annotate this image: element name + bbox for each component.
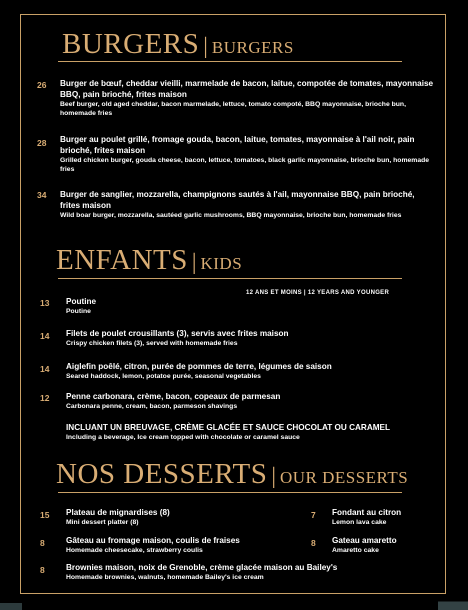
item-name-en: Wild boar burger, mozzarella, sautéed garlic mushrooms, BBQ mayonnaise, brioche bun, homemade fries <box>60 212 402 219</box>
desserts-heading <box>56 458 408 491</box>
item-name-fr: Burger au poulet grillé, fromage gouda, bacon, laitue, tomates, mayonnaise à l'ail noir, pain brioché, frites maison <box>60 135 415 155</box>
item-name-fr: Burger de bœuf, cheddar vieilli, marmelade de bacon, laitue, compotée de tomates, mayonnaise BBQ, pain brioché, frites maison <box>60 79 434 99</box>
background-corner-right <box>438 596 468 610</box>
item-price: 13 <box>40 298 50 308</box>
kids-title-en: KIDS <box>200 254 243 273</box>
title-separator: | <box>191 249 197 274</box>
menu-item <box>332 535 442 555</box>
menu-item <box>66 361 426 381</box>
title-separator: | <box>203 33 208 58</box>
item-name-fr: Gateau amaretto <box>332 536 397 545</box>
burgers-divider <box>58 61 402 62</box>
item-name-en: Carbonara penne, cream, bacon, parmeson shavings <box>66 403 238 410</box>
background-corner-left <box>0 596 22 610</box>
item-name-fr: Aiglefin poêlé, citron, purée de pommes de terre, légumes de saison <box>66 362 332 371</box>
item-name-en: Beef burger, old aged cheddar, bacon marmelade, lettuce, tomato compoté, BBQ mayonnaise, brioche bun, homemade fries <box>60 101 406 117</box>
item-name-en: Homemade brownies, walnuts, homemade Bailey's ice cream <box>66 574 264 581</box>
burgers-heading <box>62 28 294 61</box>
item-price: 28 <box>37 138 47 148</box>
kids-included-note <box>66 422 436 442</box>
menu-item <box>60 134 436 174</box>
item-name-fr: Brownies maison, noix de Grenoble, crème glacée maison au Bailey's <box>66 563 338 572</box>
item-price: 15 <box>40 510 50 520</box>
item-price: 7 <box>311 510 316 520</box>
item-price: 26 <box>37 80 47 90</box>
item-price: 8 <box>40 565 45 575</box>
menu-item <box>60 189 436 220</box>
menu-item <box>66 391 426 411</box>
kids-divider <box>58 278 402 279</box>
menu-item <box>66 296 426 316</box>
item-price: 14 <box>40 331 50 341</box>
item-name-en: Seared haddock, lemon, potatoe purée, seasonal vegetables <box>66 373 261 380</box>
menu-item <box>66 328 426 348</box>
menu-item <box>66 535 296 555</box>
item-name-en: Crispy chicken filets (3), served with homemade fries <box>66 340 238 347</box>
item-price: 12 <box>40 393 50 403</box>
item-name-fr: Plateau de mignardises (8) <box>66 508 170 517</box>
burgers-title-en: BURGERS <box>211 38 294 57</box>
title-separator: | <box>271 463 276 488</box>
burgers-title-fr: BURGERS <box>62 28 200 60</box>
item-name-fr: Penne carbonara, crème, bacon, copeaux de parmesan <box>66 392 281 401</box>
menu-item <box>66 562 426 582</box>
included-en: Including a beverage, Ice cream topped with chocolate or caramel sauce <box>66 434 300 441</box>
item-name-en: Lemon lava cake <box>332 519 387 526</box>
item-name-fr: Burger de sanglier, mozzarella, champignons sautés à l'ail, mayonnaise BBQ, pain brioché, frites maison <box>60 190 415 210</box>
item-price: 8 <box>40 538 45 548</box>
item-name-en: Homemade cheesecake, strawberry coulis <box>66 547 203 554</box>
item-name-fr: Fondant au citron <box>332 508 402 517</box>
desserts-title-en: OUR DESSERTS <box>279 468 409 487</box>
item-name-en: Mini dessert platter (8) <box>66 519 139 526</box>
menu-item <box>332 507 442 527</box>
item-name-fr: Gâteau au fromage maison, coulis de fraises <box>66 536 240 545</box>
kids-title-fr: ENFANTS <box>56 244 188 276</box>
kids-heading <box>56 244 242 277</box>
desserts-title-fr: NOS DESSERTS <box>56 458 268 490</box>
item-price: 34 <box>37 190 47 200</box>
item-name-en: Amaretto cake <box>332 547 379 554</box>
item-price: 8 <box>311 538 316 548</box>
item-name-fr: Poutine <box>66 297 97 306</box>
menu-item <box>60 78 436 118</box>
item-name-en: Poutine <box>66 308 91 315</box>
item-name-fr: Filets de poulet crousillants (3), servis avec frites maison <box>66 329 289 338</box>
menu-item <box>66 507 286 527</box>
item-price: 14 <box>40 364 50 374</box>
kids-age-note: 12 ANS ET MOINS | 12 YEARS AND YOUNGER <box>246 290 390 296</box>
included-fr: INCLUANT UN BREUVAGE, CRÈME GLACÉE ET SAUCE CHOCOLAT OU CARAMEL <box>66 423 391 432</box>
desserts-divider <box>58 492 402 493</box>
item-name-en: Grilled chicken burger, gouda cheese, bacon, lettuce, tomatoes, black garlic mayonnaise, brioche bun, homemade fries <box>60 157 430 173</box>
